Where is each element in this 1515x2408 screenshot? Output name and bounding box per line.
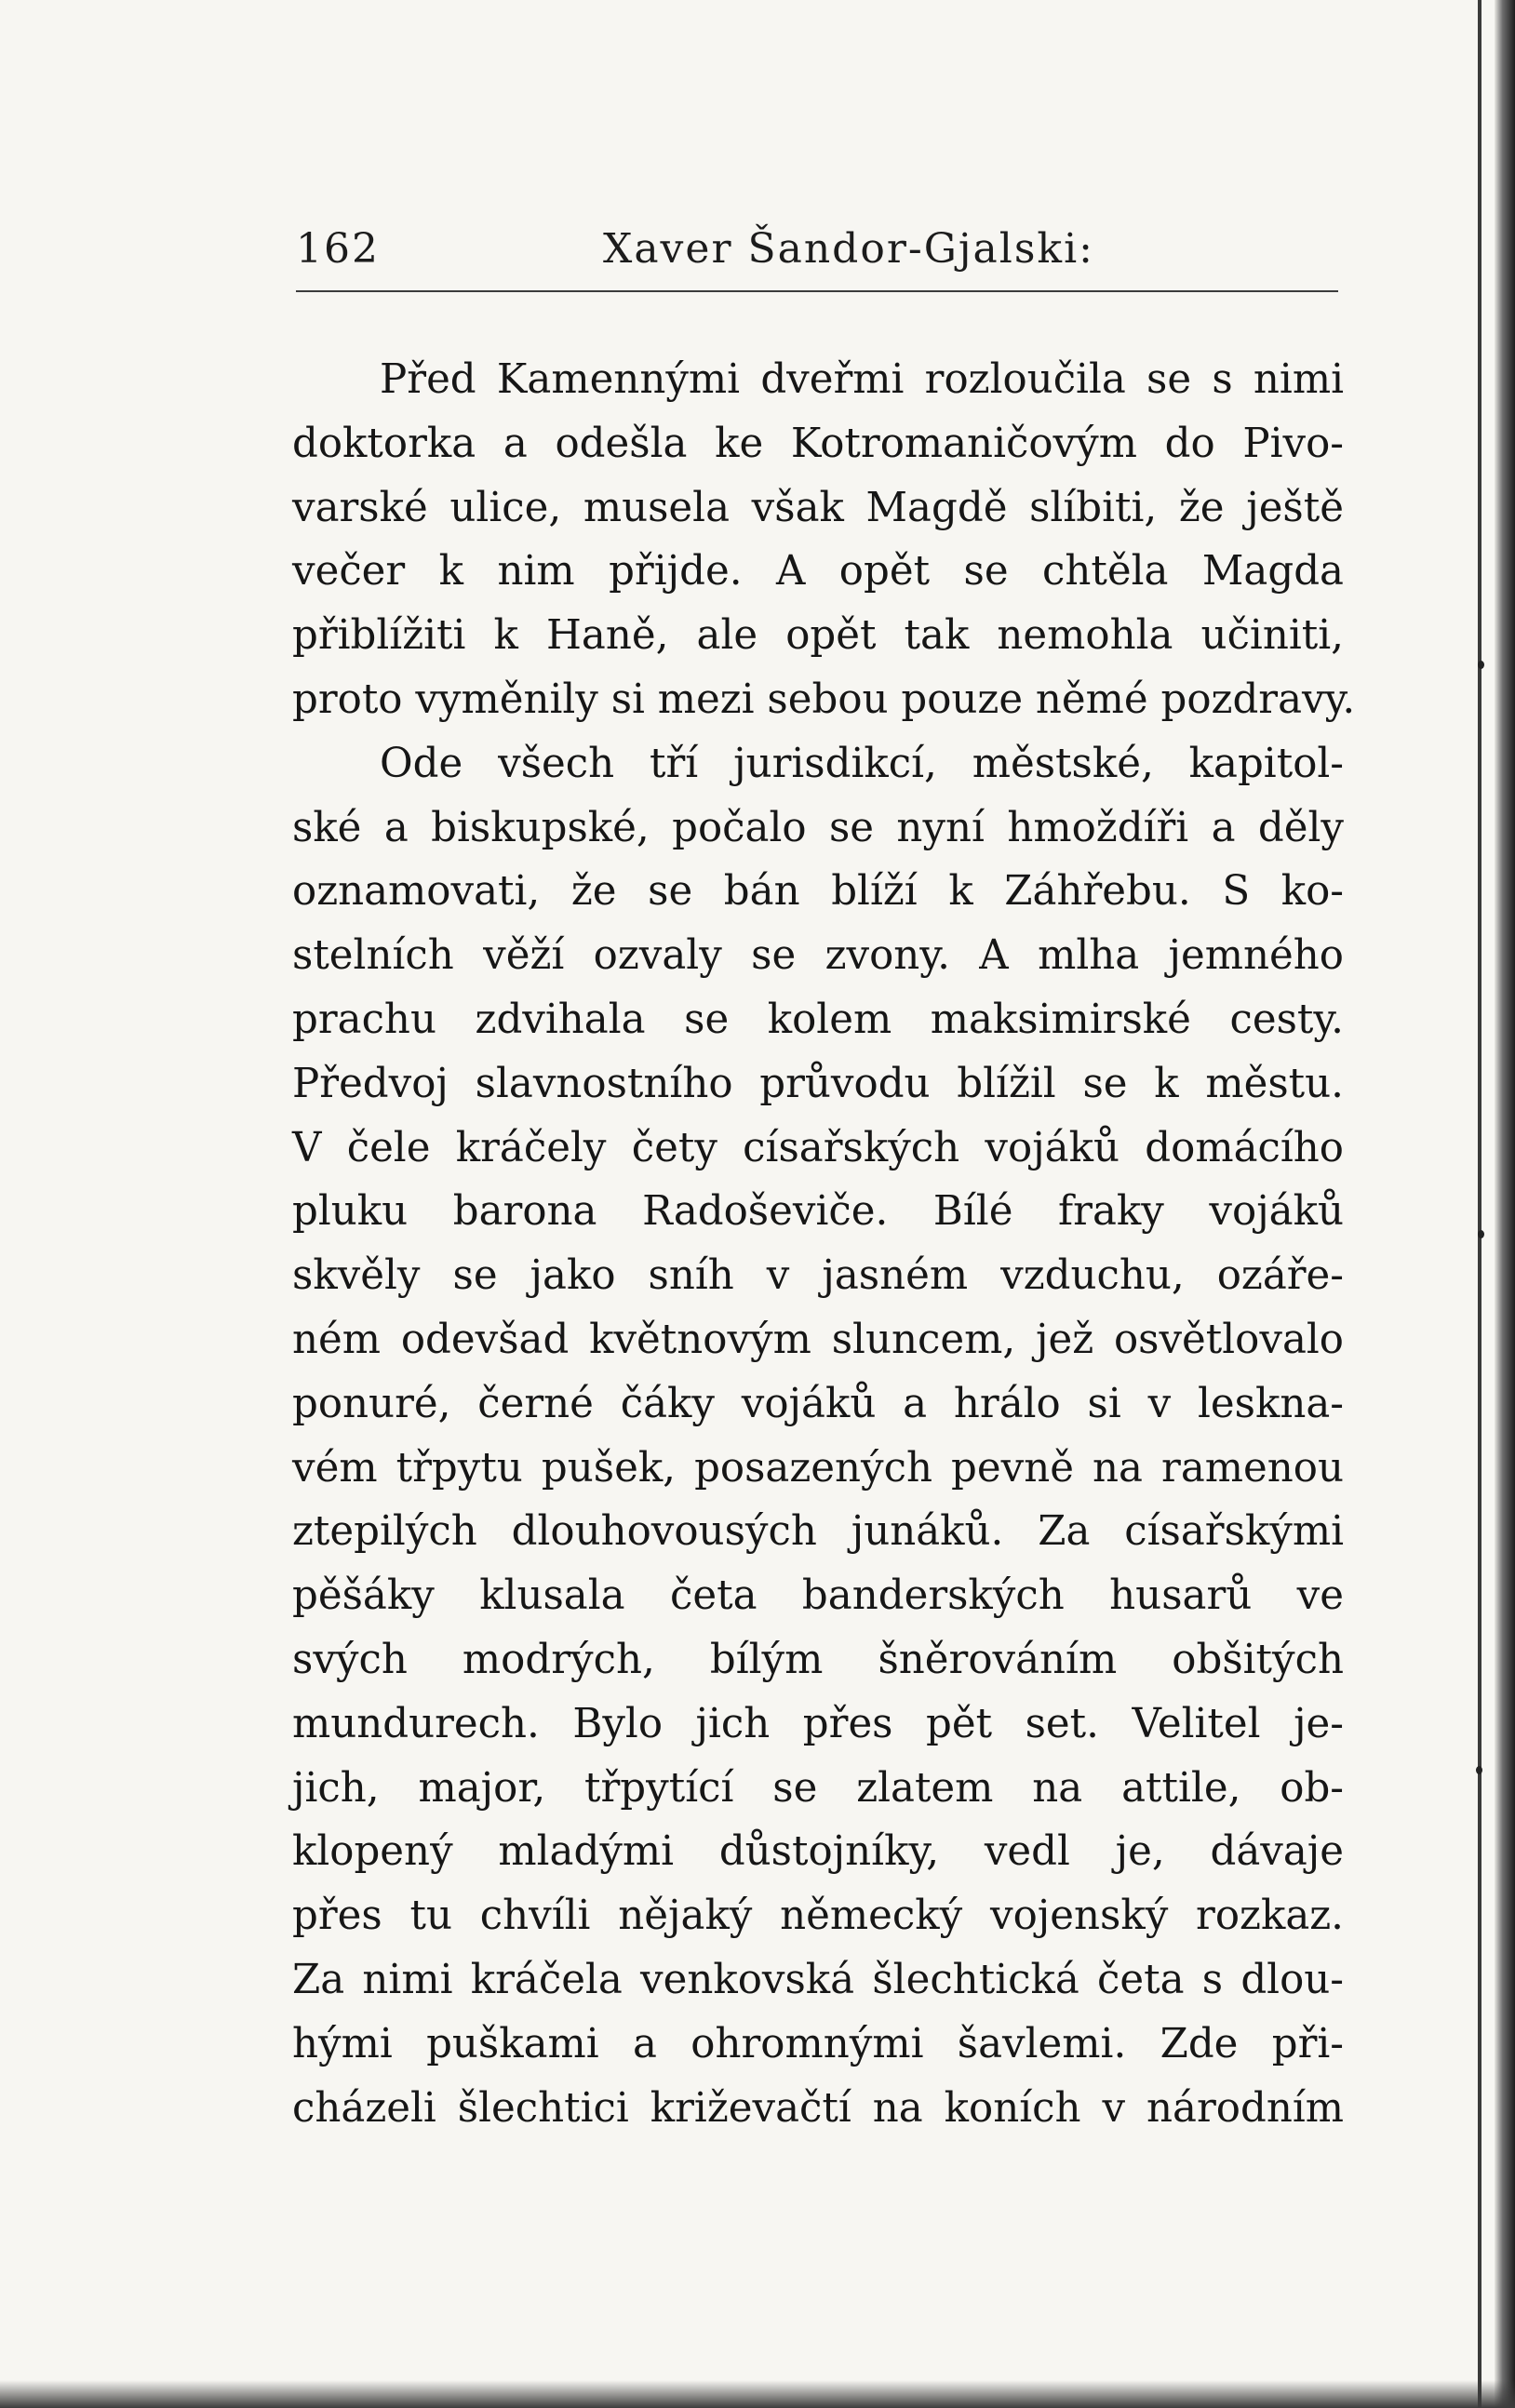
text-line: svých modrých, bílým šněrováním obšitých [292,1636,1344,1683]
text-line: klopený mladými důstojníky, vedl je, dávaje [292,1828,1344,1876]
page-edge-shadow [1495,0,1515,2408]
text-line: Za nimi kráčela venkovská šlechtická četa s dlou- [292,1956,1344,2003]
text-line: cházeli šlechtici križevačtí na koních v národním [292,2084,1344,2132]
page-header [296,221,1338,277]
text-line: přiblížiti k Haně, ale opět tak nemohla učiniti, [292,612,1344,660]
ink-speck [1476,1766,1482,1774]
text-line: oznamovati, že se bán blíží k Záhřebu. S ko- [292,868,1344,916]
text-line: pluku barona Radoševiče. Bílé fraky vojáků [292,1188,1344,1236]
text-line: skvěly se jako sníh v jasném vzduchu, ozáře- [292,1252,1344,1300]
text-line: stelních věží ozvaly se zvony. A mlha jemného [292,932,1344,980]
text-line: Předvoj slavnostního průvodu blížil se k městu. [292,1060,1344,1107]
text-line: ztepilých dlouhovousých junáků. Za císařskými [292,1508,1344,1556]
text-line: Před Kamennými dveřmi rozloučila se s nimi [380,356,1344,403]
text-line: Ode všech tří jurisdikcí, městské, kapitol- [380,740,1344,787]
header-rule [296,290,1338,292]
text-line: ponuré, černé čáky vojáků a hrálo si v leskna- [292,1380,1344,1427]
ink-speck [1478,1230,1484,1238]
text-line: ném odevšad květnovým sluncem, jež osvětlovalo [292,1316,1344,1363]
page-number: 162 [296,225,380,273]
text-line: prachu zdvihala se kolem maksimirské cesty. [292,996,1344,1043]
text-line: pěšáky klusala četa banderských husarů ve [292,1572,1344,1620]
running-head: Xaver Šandor-Gjalski: [603,225,1094,273]
body-text [292,348,1356,2140]
text-line: proto vyměnily si mezi sebou pouze němé pozdravy. [292,676,1356,723]
page-bottom-shadow [0,2380,1515,2408]
page-gutter-line [1478,0,1481,2408]
text-line: vém třpytu pušek, posazených pevně na ramenou [292,1444,1344,1492]
ink-speck [1478,661,1484,669]
text-line: varské ulice, musela však Magdě slíbiti, že ještě [292,484,1344,531]
text-line: V čele kráčely čety císařských vojáků domácího [292,1124,1344,1171]
text-line: mundurech. Bylo jich přes pět set. Velitel je- [292,1700,1344,1747]
text-line: ské a biskupské, počalo se nyní hmoždíři a děly [292,804,1344,851]
text-line: jich, major, třpytící se zlatem na attile, ob- [292,1764,1344,1812]
text-line: přes tu chvíli nějaký německý vojenský rozkaz. [292,1893,1344,1940]
text-line: večer k nim přijde. A opět se chtěla Magda [292,548,1344,595]
text-line: hými puškami a ohromnými šavlemi. Zde při- [292,2020,1344,2067]
text-line: doktorka a odešla ke Kotromaničovým do Pivo- [292,420,1344,467]
